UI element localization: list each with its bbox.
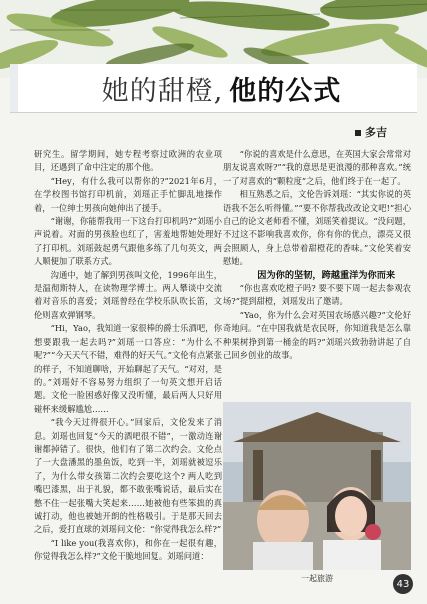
- paragraph: 研究生。留学期间，她专程考察过欧洲的农业项目，还遇到了命中注定的那个他。: [34, 149, 222, 173]
- title-part-2: 他的公式: [229, 75, 342, 107]
- paragraph: “Hey，有什么我可以帮你的?”2021年6月，在学校图书馆打印机前，刘瑶正手忙脚乱地操作着，一位绅士男孩向她伸出了援手。: [34, 175, 222, 213]
- paragraph: “Hi，Yao，我知道一家很棒的爵士乐酒吧，你想要跟我一起去吗?”刘瑶一口答应：“为什么不呢?”“今天天气不错，难得的好天气。”文伦有点紧张的样子，不知道聊啥，开始聊起了天气。“对对，是的。”刘瑶好不容易努力组织了一句英文想开启话题。文伦一脸困惑好像又没听懂，最后两人只好用碰杯来缓解尴尬……: [34, 323, 222, 414]
- page-number-badge: 43: [393, 574, 413, 594]
- paragraph: “I like you(我喜欢你)，和你在一起很有趣，你觉得我怎么样?”文伦干脆地回复。刘瑶问道：: [34, 537, 222, 562]
- paragraph: “你说的喜欢是什么意思，在英国大家会常常对朋友说喜欢呀?”“我的意思是更浪漫的那种喜欢。”统一了对喜欢的“颗粒度”之后，他们终于在一起了。: [223, 149, 411, 186]
- travel-photo: [223, 402, 411, 570]
- title-divider: [10, 112, 417, 113]
- paragraph: “Yao，你为什么会对英国农场感兴趣?”文伦好奇地问。“在中国我就是农民呀，你知道我是怎么靠种果树挣到第一桶金的吗?”刘瑶兴致勃勃讲起了自己回乡创业的故事。: [223, 309, 411, 361]
- right-column: [223, 148, 411, 363]
- title-accent-bar: [10, 64, 18, 112]
- author-name: 多吉: [365, 126, 387, 139]
- left-column: [34, 148, 222, 564]
- article-title: [26, 69, 417, 108]
- paragraph: “我今天过得很开心。”回家后，文伦发来了消息。刘瑶也回复“今天的酒吧很不错”，一激动连谢谢都掉错了。很快，他们有了第二次约会。文伦点了一大盘潘黑的墨鱼饭，吃到一半，刘瑶就被逗乐了，为什么带女孩第二次约会要吃这个? 两人吃到嘴巴漆黑，出于礼貌，都不敢张嘴说话，最后实在憋不住一起张嘴大笑起来……她被他有些笨拙的真诚打动，他也被她开朗的性格吸引。于是那天回去之后，爱打直球的刘瑶问文伦：“你觉得我怎么样?”: [34, 417, 222, 535]
- title-banner: [10, 64, 417, 112]
- photo-caption: 一起旅游: [301, 574, 333, 583]
- paragraph: 沟通中，她了解到男孩叫文伦，1996年出生，是温彻斯特人，在读物理学博士。两人攀谈中交流着对音乐的喜爱；刘瑶曾经在学校乐队吹长笛，文伦则喜欢弹钢琴。: [34, 269, 222, 320]
- paragraph: 相互熟悉之后，文伦告诉刘瑶：“其实你说的英语我不怎么听得懂。”“要不你帮我改改论文吧!”担心自己的论文老师看不懂，刘瑶笑着提议。“没问题，不过这不影响我喜欢你，你有你的优点，漂亮又很会照顾人，身上总带着甜橙花的香味。”文伦笑着安慰她。: [223, 189, 411, 267]
- bullet-square-icon: [355, 130, 361, 136]
- title-part-1: 她的甜橙,: [101, 75, 224, 107]
- section-subheading: 因为你的坚韧，跨越重洋为你而来: [257, 269, 396, 281]
- paragraph: “谢谢，你能帮我用一下这台打印机吗?”刘瑶小声说着。对面的男孩脸也红了，害羞地帮她处理好了打印机。刘瑶鼓起勇气跟他多练了几句英文，两人顺便加了联系方式。: [34, 216, 222, 267]
- paragraph: “你也喜欢吃橙子吗? 要不要下周一起去参观农场?”提到甜橙，刘瑶发出了邀请。: [223, 283, 411, 307]
- author-byline: [355, 124, 387, 140]
